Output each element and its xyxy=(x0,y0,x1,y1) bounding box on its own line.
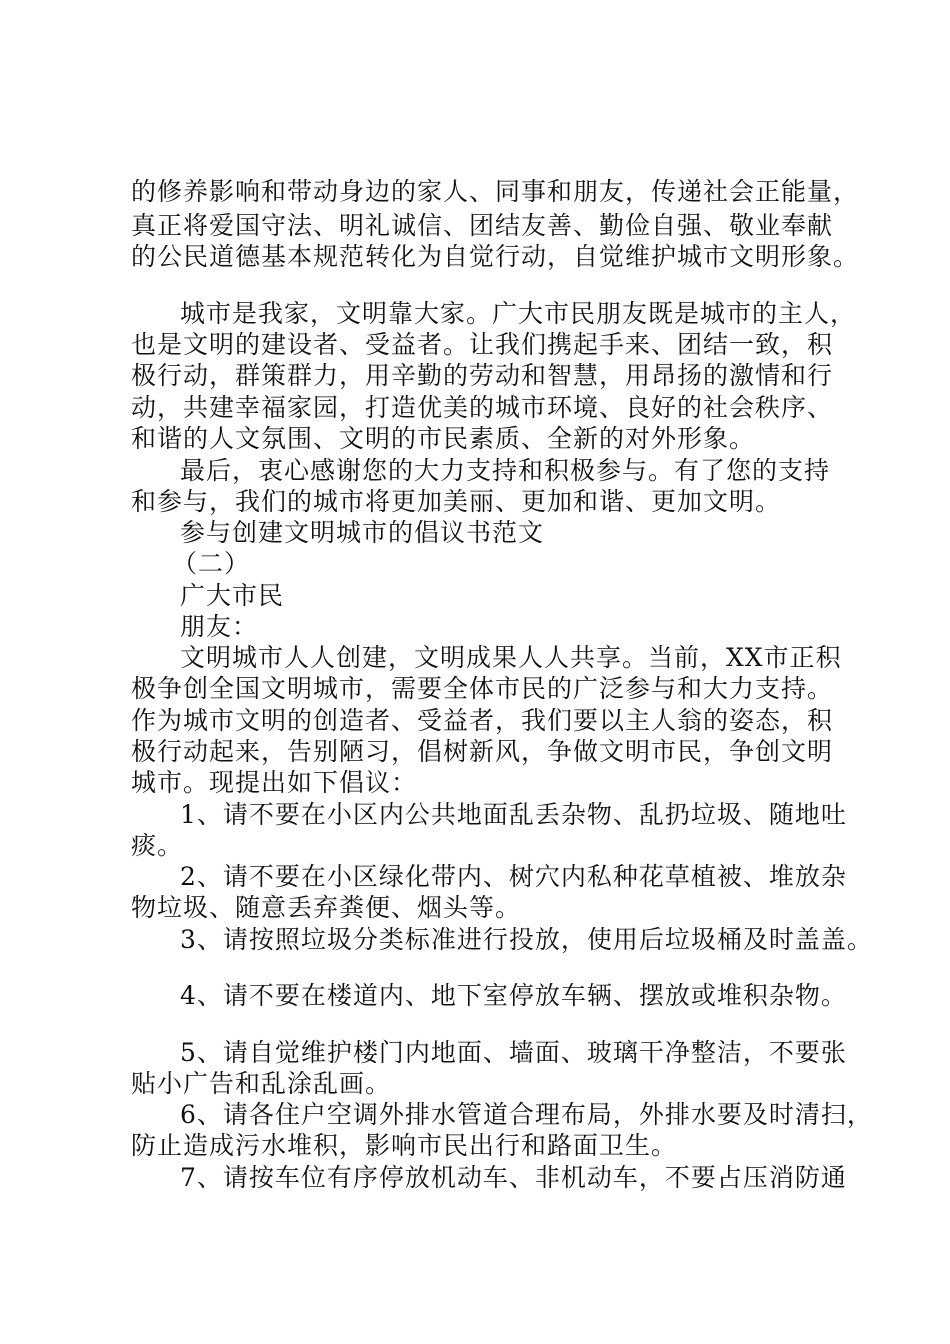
text-line: 最后，衷心感谢您的大力支持和积极参与。有了您的支持 xyxy=(180,456,831,485)
list-item: 7、请按车位有序停放机动车、非机动车，不要占压消防通 xyxy=(180,1163,847,1192)
list-item: 3、请按照垃圾分类标准进行投放，使用后垃圾桶及时盖盖。 xyxy=(180,925,873,954)
text-line: 物垃圾、随意丢弃粪便、烟头等。 xyxy=(131,893,522,922)
list-item: 4、请不要在楼道内、地下室停放车辆、摆放或堆积杂物。 xyxy=(180,981,847,1010)
text-line: 城市。现提出如下倡议： xyxy=(131,768,418,797)
section-title: 参与创建文明城市的倡议书范文 xyxy=(180,518,545,547)
text-line: 痰。 xyxy=(131,831,184,860)
list-item: 2、请不要在小区绿化带内、树穴内私种花草植被、堆放杂 xyxy=(180,862,847,891)
text-line: 的公民道德基本规范转化为自觉行动，自觉维护城市文明形象。 xyxy=(131,242,860,271)
text-line: 的修养影响和带动身边的家人、同事和朋友，传递社会正能量， xyxy=(131,177,860,206)
text-line: 动，共建幸福家园，打造优美的城市环境、良好的社会秩序、 xyxy=(131,393,834,422)
list-item: 6、请各住户空调外排水管道合理布局，外排水要及时清扫， xyxy=(180,1100,873,1129)
text-line: 防止造成污水堆积，影响市民出行和路面卫生。 xyxy=(131,1131,678,1160)
text-line: 作为城市文明的创造者、受益者，我们要以主人翁的姿态，积 xyxy=(131,706,834,735)
list-item: 1、请不要在小区内公共地面乱丢杂物、乱扔垃圾、随地吐 xyxy=(180,800,847,829)
salutation-line: 广大市民 xyxy=(180,581,285,610)
text-line: 极争创全国文明城市，需要全体市民的广泛参与和大力支持。 xyxy=(131,674,834,703)
text-line: 和参与，我们的城市将更加美丽、更加和谐、更加文明。 xyxy=(131,487,782,516)
list-item: 5、请自觉维护楼门内地面、墙面、玻璃干净整洁，不要张 xyxy=(180,1038,847,1067)
text-line: 也是文明的建设者、受益者。让我们携起手来、团结一致，积 xyxy=(131,330,834,359)
text-line: 贴小广告和乱涂乱画。 xyxy=(131,1069,392,1098)
text-line: 真正将爱国守法、明礼诚信、团结友善、勤俭自强、敬业奉献 xyxy=(131,211,834,240)
text-line: 文明城市人人创建，文明成果人人共享。当前，XX市正积 xyxy=(180,643,842,672)
text-line: 极行动起来，告别陋习，倡树新风，争做文明市民，争创文明 xyxy=(131,737,834,766)
text-line: 和谐的人文氛围、文明的市民素质、全新的对外形象。 xyxy=(131,424,756,453)
text-line: 城市是我家，文明靠大家。广大市民朋友既是城市的主人， xyxy=(180,299,857,328)
section-number: （二） xyxy=(172,549,251,578)
salutation-line: 朋友： xyxy=(180,612,259,641)
text-line: 极行动，群策群力，用辛勤的劳动和智慧，用昂扬的激情和行 xyxy=(131,361,834,390)
